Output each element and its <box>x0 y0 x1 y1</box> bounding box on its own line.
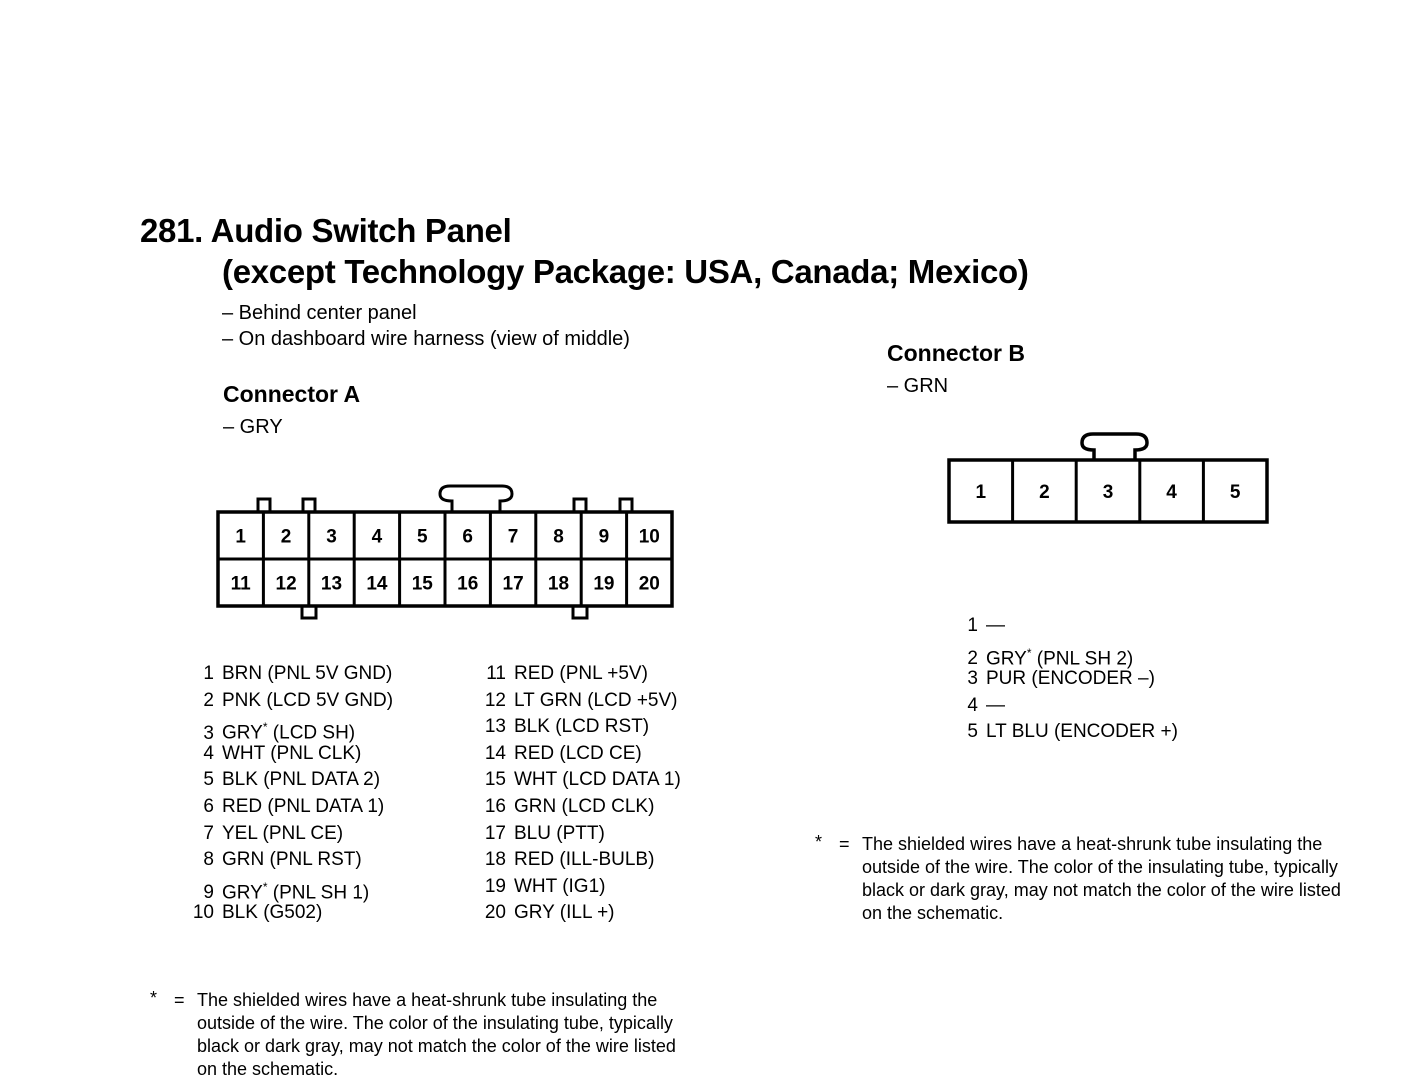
key-tab <box>303 499 315 512</box>
pin-row <box>482 874 681 901</box>
footnote-b <box>815 833 1405 928</box>
pin-row <box>482 821 681 848</box>
page-title: 281. Audio Switch Panel <box>140 212 512 249</box>
cavity-label: 11 <box>230 573 251 595</box>
cavity-label: 9 <box>598 526 610 548</box>
pin-number: 1 <box>967 615 978 636</box>
cavity-label: 10 <box>638 526 660 548</box>
connector-b-color: – GRN <box>887 375 949 397</box>
location-note: – Behind center panel <box>222 302 417 324</box>
pin-number: 15 <box>484 769 506 791</box>
pin-number: 7 <box>203 822 214 844</box>
pin-row <box>184 661 393 688</box>
cavity-label: 12 <box>275 573 297 595</box>
footnote-line: The shielded wires have a heat-shrunk tube insulating the <box>862 834 1323 854</box>
connector-a-pins-left <box>184 661 393 927</box>
pin-number: 10 <box>192 902 214 924</box>
pin-row <box>184 874 393 904</box>
key-tab <box>620 499 632 512</box>
pin-wire: GRY <box>222 882 263 904</box>
pin-number: 8 <box>203 849 214 871</box>
connector-a-pins-right <box>482 661 681 927</box>
pin-row <box>184 847 393 874</box>
pin-number: 5 <box>967 721 978 743</box>
cavity-label: 19 <box>593 573 615 595</box>
pin-row <box>482 741 681 768</box>
cavity-label: 20 <box>638 573 660 595</box>
pin-number: 11 <box>486 663 506 684</box>
footnote-line: black or dark gray, may not match the color of the wire listed <box>862 880 1341 900</box>
lock-latch <box>440 486 512 512</box>
pin-wire: — <box>986 694 1005 716</box>
cavity-label: 14 <box>366 573 388 595</box>
pin-row <box>184 821 393 848</box>
pin-row <box>482 714 681 741</box>
location-note: – On dashboard wire harness (view of middle) <box>222 328 630 350</box>
key-tab <box>574 499 586 512</box>
pin-wire: BLU (PTT) <box>514 822 605 844</box>
footnote-a <box>150 989 790 1081</box>
pin-wire: PNK (LCD 5V GND) <box>222 689 394 711</box>
connector-b-title: Connector B <box>887 340 1025 366</box>
cavity-label: 1 <box>235 526 246 548</box>
pin-number: 13 <box>484 716 506 738</box>
pin-row <box>962 666 1178 693</box>
footnote-line: on the schematic. <box>862 903 1004 923</box>
pin-row <box>184 900 393 927</box>
cavity-label: 4 <box>371 526 383 548</box>
pin-wire: WHT (PNL CLK) <box>222 742 362 764</box>
pin-row <box>482 767 681 794</box>
cavity-label: 2 <box>1039 482 1050 503</box>
cavity-label: 8 <box>553 526 564 548</box>
pin-number: 14 <box>484 742 506 764</box>
pin-row <box>962 613 1178 640</box>
pin-row <box>184 794 393 821</box>
cavity-label: 3 <box>1102 482 1114 503</box>
pin-row <box>482 847 681 874</box>
cavity-label: 6 <box>462 526 473 548</box>
connector-b-diagram <box>940 425 1280 535</box>
footnote-line: on the schematic. <box>197 1059 339 1079</box>
pin-wire: LT GRN (LCD +5V) <box>514 689 678 711</box>
pin-row <box>482 794 681 821</box>
pin-number: 17 <box>484 822 506 844</box>
pin-number: 4 <box>967 694 978 716</box>
pin-row <box>184 741 393 768</box>
footnote-text <box>862 833 1341 925</box>
pin-row <box>962 693 1178 720</box>
pin-number: 16 <box>484 795 506 817</box>
pin-row <box>184 767 393 794</box>
shield-marker: * <box>1026 645 1032 660</box>
cavity-label: 13 <box>320 573 343 595</box>
pin-number: 18 <box>484 849 506 871</box>
pin-wire: PUR (ENCODER –) <box>986 668 1155 690</box>
pin-row <box>482 688 681 715</box>
footnote-text <box>197 989 676 1081</box>
pin-number: 1 <box>203 663 214 684</box>
pin-wire: WHT (LCD DATA 1) <box>514 769 681 791</box>
cavity-label: 2 <box>280 526 292 548</box>
shield-marker: * <box>262 879 268 894</box>
pin-wire: — <box>986 615 1005 636</box>
cavity-label: 1 <box>975 482 987 503</box>
pin-row <box>962 719 1178 746</box>
pin-wire: LT BLU (ENCODER +) <box>986 721 1178 743</box>
pin-wire: BLK (PNL DATA 2) <box>222 769 381 791</box>
lock-latch <box>1082 434 1147 460</box>
connector-a-color: – GRY <box>223 416 283 438</box>
cavity-label: 17 <box>502 573 524 595</box>
footnote-line: black or dark gray, may not match the color of the wire listed <box>197 1036 676 1056</box>
pin-number: 3 <box>203 722 214 744</box>
cavity-label: 7 <box>507 526 519 548</box>
pin-row <box>184 688 393 715</box>
cavity-label: 15 <box>411 573 433 595</box>
pin-function: (PNL SH 2) <box>1031 647 1134 669</box>
pin-wire: GRY <box>986 647 1027 669</box>
pin-function: (PNL SH 1) <box>267 882 370 904</box>
pin-row <box>962 640 1178 667</box>
pin-wire: GRY <box>222 722 263 744</box>
pin-number: 2 <box>967 647 978 669</box>
pin-wire: RED (PNL +5V) <box>514 663 648 684</box>
pin-wire: GRN (PNL RST) <box>222 849 362 871</box>
cavity-label: 5 <box>417 526 428 548</box>
key-tab <box>573 606 587 618</box>
pin-number: 2 <box>203 689 214 711</box>
footnote-line: outside of the wire. The color of the insulating tube, typically <box>862 857 1338 877</box>
pin-row <box>184 714 393 744</box>
pin-number: 19 <box>484 875 506 897</box>
pin-function: (LCD SH) <box>267 722 356 744</box>
pin-number: 6 <box>203 795 214 817</box>
pin-wire: YEL (PNL CE) <box>222 822 344 844</box>
key-tab <box>258 499 270 512</box>
key-tab <box>302 606 316 618</box>
page-subtitle: (except Technology Package: USA, Canada; Mexico) <box>222 253 1029 290</box>
cavity-label: 5 <box>1229 482 1241 503</box>
pin-wire: RED (PNL DATA 1) <box>222 795 385 817</box>
footnote-equals: = <box>839 834 850 854</box>
pin-row <box>482 661 681 688</box>
pin-number: 5 <box>203 769 214 791</box>
pin-wire: GRY (ILL +) <box>514 902 615 924</box>
pin-wire: BLK (LCD RST) <box>514 716 650 738</box>
footnote-line: outside of the wire. The color of the insulating tube, typically <box>197 1013 673 1033</box>
pin-number: 20 <box>484 902 506 924</box>
pin-number: 3 <box>967 668 978 690</box>
cavity-label: 18 <box>547 573 570 595</box>
pin-wire: GRN (LCD CLK) <box>514 795 655 817</box>
footnote-star: * <box>815 832 823 852</box>
pin-row <box>482 900 681 927</box>
pin-wire: BRN (PNL 5V GND) <box>222 663 393 684</box>
pin-number: 12 <box>484 689 506 711</box>
footnote-line: The shielded wires have a heat-shrunk tube insulating the <box>197 990 658 1010</box>
pin-wire: RED (LCD CE) <box>514 742 642 764</box>
pin-number: 4 <box>203 742 214 764</box>
cavity-label: 3 <box>326 526 337 548</box>
pin-wire: BLK (G502) <box>222 902 323 924</box>
connector-a-title: Connector A <box>223 381 361 407</box>
pin-wire: RED (ILL-BULB) <box>514 849 655 871</box>
footnote-equals: = <box>174 990 185 1010</box>
connector-b-pins <box>962 613 1178 746</box>
pin-number: 9 <box>203 882 214 904</box>
cavity-label: 16 <box>457 573 479 595</box>
pin-wire: WHT (IG1) <box>514 875 606 897</box>
connector-a-diagram <box>210 480 680 625</box>
footnote-star: * <box>150 988 158 1008</box>
cavity-label: 4 <box>1166 482 1177 503</box>
shield-marker: * <box>262 720 268 735</box>
